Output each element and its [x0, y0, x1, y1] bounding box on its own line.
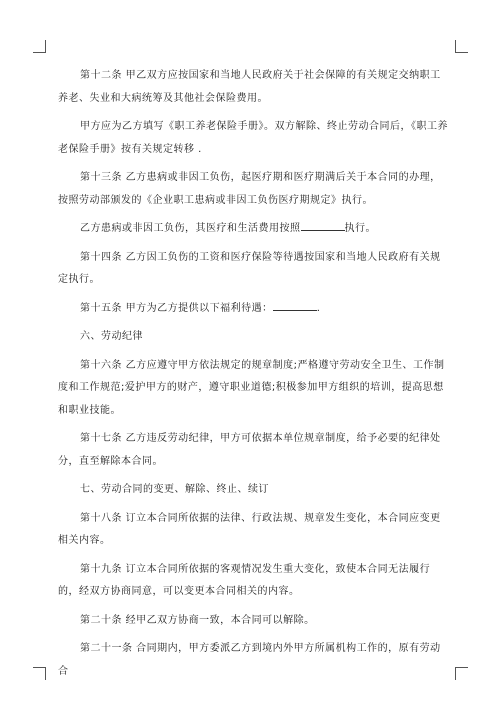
medical-cost-paragraph: [58, 218, 450, 241]
article-13: 第十三条 乙方患病或非因工负伤，起医疗期和医疗期满后关于本合同的办理，按照劳动部颁发的《企业职工患病或非因工负伤医疗期规定》执行。: [58, 172, 441, 206]
article-16: 第十六条 乙方应遵守甲方依法规定的规章制度;严格遵守劳动安全卫生、工作制度和工作规范;爱护甲方的财产，遵守职业道德;积极参加甲方组织的培训，提高思想和职业技能。: [58, 359, 445, 416]
article-17: 第十七条 乙方违反劳动纪律，甲方可依据本单位规章制度，给予必要的纪律处分，直至解除本合同。: [58, 433, 441, 467]
crop-mark-top-right: [455, 40, 468, 53]
article-12: 第十二条 甲乙双方应按国家和当地人民政府关于社会保障的有关规定交纳职工养老、失业和大病统筹及其他社会保险费用。: [58, 70, 441, 104]
fill-blank: [273, 298, 317, 311]
section-heading-7: 七、劳动合同的变更、解除、终止、续订: [80, 484, 269, 495]
article-19: 第十九条 订立本合同所依据的客观情况发生重大变化，致使本合同无法履行的，经双方协商同意，可以变更本合同相关的内容。: [58, 563, 431, 597]
fill-blank: [301, 218, 345, 231]
medical-cost-text-end: 执行。: [344, 223, 376, 234]
pension-handbook-paragraph: 甲方应为乙方填写《职工养老保险手册》。双方解除、终止劳动合同后，《职工养老保险手册》按有关规定转移 .: [58, 121, 448, 155]
document-page: [58, 65, 450, 689]
section-heading-6: 六、劳动纪律: [80, 331, 143, 342]
article-14: 第十四条 乙方因工负伤的工资和医疗保险等待遇按国家和当地人民政府有关规定执行。: [58, 251, 441, 285]
article-21: 第二十一条 合同期内，甲方委派乙方到境内外甲方所属机构工作的，原有劳动合: [58, 643, 441, 677]
article-15: [58, 298, 450, 321]
article-15-end: .: [316, 302, 321, 314]
article-20: 第二十条 经甲乙双方协商一致，本合同可以解除。: [80, 614, 315, 626]
crop-mark-bottom-right: [455, 667, 468, 680]
article-18: 第十八条 订立本合同所依据的法律、行政法规、规章发生变化，本合同应变更相关内容。: [58, 512, 441, 546]
crop-mark-top-left: [33, 40, 46, 53]
crop-mark-bottom-left: [33, 667, 46, 680]
medical-cost-text: 乙方患病或非因工负伤，其医疗和生活费用按照: [80, 223, 301, 234]
article-15-text: 第十五条 甲方为乙方提供以下福利待遇：: [80, 302, 273, 314]
